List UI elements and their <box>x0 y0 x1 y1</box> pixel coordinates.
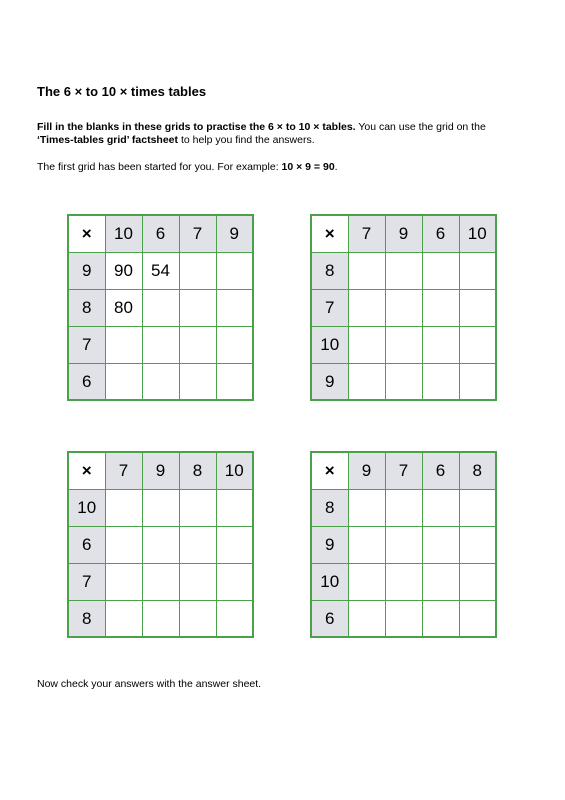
answer-cell[interactable] <box>459 252 496 289</box>
instructions-text-end: to help you find the answers. <box>178 134 315 146</box>
answer-cell[interactable] <box>216 563 253 600</box>
grid-row <box>311 563 496 600</box>
answer-cell[interactable] <box>216 600 253 637</box>
answer-cell[interactable] <box>422 289 459 326</box>
grid-row <box>311 363 496 400</box>
example-suffix: . <box>334 161 338 173</box>
grid-row <box>68 489 253 526</box>
column-header: 6 <box>142 215 179 252</box>
times-grid-4 <box>310 451 497 638</box>
row-header: 8 <box>68 289 105 326</box>
answer-cell[interactable] <box>422 326 459 363</box>
grid-row <box>68 600 253 637</box>
times-grid-2 <box>310 214 497 401</box>
answer-cell[interactable] <box>142 289 179 326</box>
times-grid-1 <box>67 214 254 401</box>
answer-cell[interactable] <box>216 252 253 289</box>
grid-row <box>311 289 496 326</box>
instructions-text: You can use the grid on the <box>355 121 486 133</box>
answer-cell[interactable] <box>422 563 459 600</box>
answer-cell[interactable] <box>179 563 216 600</box>
column-header: 7 <box>105 452 142 489</box>
answer-cell[interactable] <box>422 489 459 526</box>
answer-cell[interactable] <box>459 526 496 563</box>
row-header: 7 <box>68 326 105 363</box>
answer-cell[interactable] <box>385 600 422 637</box>
answer-cell[interactable] <box>142 563 179 600</box>
times-symbol: × <box>311 452 348 489</box>
answer-cell[interactable] <box>459 326 496 363</box>
grid-row <box>68 563 253 600</box>
column-header: 9 <box>216 215 253 252</box>
grid-header-row <box>68 452 253 489</box>
answer-cell[interactable] <box>105 526 142 563</box>
column-header: 7 <box>179 215 216 252</box>
answer-cell[interactable] <box>179 326 216 363</box>
answer-cell[interactable] <box>216 363 253 400</box>
answer-cell[interactable] <box>216 489 253 526</box>
grid-header-row <box>68 215 253 252</box>
answer-cell[interactable] <box>348 600 385 637</box>
answer-cell[interactable] <box>179 489 216 526</box>
grid-row <box>311 252 496 289</box>
grid-row <box>311 526 496 563</box>
answer-cell[interactable] <box>422 252 459 289</box>
column-header: 9 <box>142 452 179 489</box>
column-header: 7 <box>348 215 385 252</box>
row-header: 6 <box>311 600 348 637</box>
example-equation: 10 × 9 = 90 <box>281 161 335 173</box>
answer-cell[interactable]: 90 <box>105 252 142 289</box>
answer-cell[interactable] <box>348 489 385 526</box>
column-header: 10 <box>459 215 496 252</box>
column-header: 10 <box>216 452 253 489</box>
answer-cell[interactable] <box>348 363 385 400</box>
grid-row <box>311 489 496 526</box>
times-symbol: × <box>68 452 105 489</box>
answer-cell[interactable]: 54 <box>142 252 179 289</box>
example-line <box>37 161 338 173</box>
answer-cell[interactable] <box>422 363 459 400</box>
row-header: 8 <box>311 489 348 526</box>
answer-cell[interactable] <box>216 326 253 363</box>
answer-cell[interactable] <box>179 600 216 637</box>
grid-row <box>311 600 496 637</box>
column-header: 7 <box>385 452 422 489</box>
column-header: 8 <box>179 452 216 489</box>
row-header: 6 <box>68 363 105 400</box>
grid-row <box>68 526 253 563</box>
answer-cell[interactable] <box>142 363 179 400</box>
answer-cell[interactable] <box>105 600 142 637</box>
answer-cell[interactable] <box>105 563 142 600</box>
column-header: 8 <box>459 452 496 489</box>
row-header: 9 <box>311 526 348 563</box>
answer-cell[interactable] <box>422 600 459 637</box>
answer-cell[interactable] <box>459 289 496 326</box>
row-header: 8 <box>311 252 348 289</box>
grid-header-row <box>311 215 496 252</box>
answer-cell[interactable] <box>385 563 422 600</box>
answer-cell[interactable] <box>459 563 496 600</box>
row-header: 6 <box>68 526 105 563</box>
answer-cell[interactable] <box>105 363 142 400</box>
answer-cell[interactable] <box>385 326 422 363</box>
answer-cell[interactable] <box>105 326 142 363</box>
answer-cell[interactable] <box>459 489 496 526</box>
answer-cell[interactable] <box>179 252 216 289</box>
grid-row <box>68 289 253 326</box>
column-header: 6 <box>422 215 459 252</box>
row-header: 10 <box>68 489 105 526</box>
times-symbol: × <box>68 215 105 252</box>
row-header: 7 <box>311 289 348 326</box>
answer-cell[interactable] <box>348 526 385 563</box>
column-header: 9 <box>348 452 385 489</box>
answer-cell[interactable] <box>142 326 179 363</box>
grid-row <box>68 326 253 363</box>
footer-note: Now check your answers with the answer sheet. <box>37 678 262 690</box>
instructions <box>37 121 537 147</box>
row-header: 10 <box>311 326 348 363</box>
answer-cell[interactable] <box>348 563 385 600</box>
answer-cell[interactable] <box>459 363 496 400</box>
answer-cell[interactable] <box>385 252 422 289</box>
column-header: 10 <box>105 215 142 252</box>
column-header: 6 <box>422 452 459 489</box>
row-header: 9 <box>68 252 105 289</box>
answer-cell[interactable] <box>385 289 422 326</box>
answer-cell[interactable] <box>385 363 422 400</box>
grid-row <box>68 252 253 289</box>
answer-cell[interactable] <box>348 289 385 326</box>
example-prefix: The first grid has been started for you. For example: <box>37 161 282 173</box>
grid-header-row <box>311 452 496 489</box>
answer-cell[interactable] <box>142 526 179 563</box>
grid-row <box>68 363 253 400</box>
times-symbol: × <box>311 215 348 252</box>
answer-cell[interactable] <box>216 526 253 563</box>
answer-cell[interactable] <box>105 489 142 526</box>
answer-cell[interactable] <box>385 526 422 563</box>
row-header: 10 <box>311 563 348 600</box>
page-title: The 6 × to 10 × times tables <box>37 84 207 99</box>
factsheet-reference: ‘Times-tables grid’ factsheet <box>37 134 179 146</box>
answer-cell[interactable] <box>142 600 179 637</box>
answer-cell[interactable] <box>385 489 422 526</box>
answer-cell[interactable]: 80 <box>105 289 142 326</box>
instructions-bold: Fill in the blanks in these grids to practise the 6 × to 10 × tables. <box>37 121 356 133</box>
answer-cell[interactable] <box>142 489 179 526</box>
answer-cell[interactable] <box>216 289 253 326</box>
row-header: 8 <box>68 600 105 637</box>
answer-cell[interactable] <box>179 289 216 326</box>
answer-cell[interactable] <box>179 363 216 400</box>
times-grid-3 <box>67 451 254 638</box>
column-header: 9 <box>385 215 422 252</box>
row-header: 9 <box>311 363 348 400</box>
answer-cell[interactable] <box>459 600 496 637</box>
row-header: 7 <box>68 563 105 600</box>
answer-cell[interactable] <box>348 326 385 363</box>
answer-cell[interactable] <box>348 252 385 289</box>
grid-row <box>311 326 496 363</box>
answer-cell[interactable] <box>422 526 459 563</box>
answer-cell[interactable] <box>179 526 216 563</box>
